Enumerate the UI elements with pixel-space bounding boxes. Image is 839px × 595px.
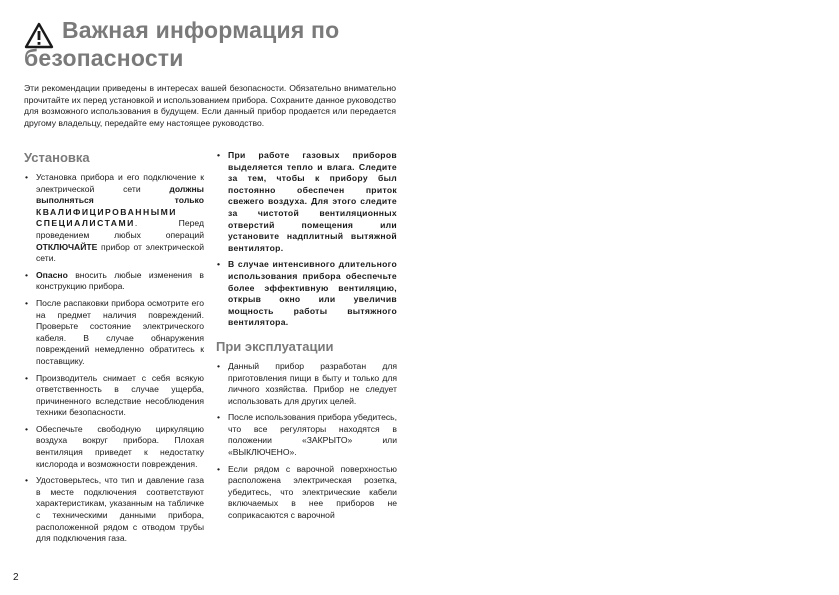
bullet: • (217, 412, 221, 423)
operation-list (216, 361, 397, 522)
item-text-caps: КВАЛИФИЦИРОВАННЫМИ СПЕЦИАЛИСТАМИ (36, 206, 177, 229)
installation-list (24, 172, 204, 545)
section-heading-installation: Установка (24, 150, 90, 165)
item-text: прибор от электрической сети. (36, 241, 204, 264)
title-block (24, 16, 444, 72)
list-item (216, 412, 397, 458)
list-item (24, 373, 204, 419)
page-title (24, 16, 444, 72)
item-text: После распаковки прибора осмотрите его на предмет наличия повреждений. Проверьте состояние электрического кабеля. В случае обнаружения повреждений немедленно обратитесь к поставщику. (36, 297, 204, 366)
item-text-bold: ОТКЛЮЧАЙТЕ (36, 241, 98, 252)
item-text: После использования прибора убедитесь, что все регуляторы находятся в положении «ЗАКРЫТО» или «ВЫКЛЮЧЕНО». (228, 412, 398, 458)
list-item (216, 464, 397, 522)
list-item (24, 172, 204, 265)
item-text-bold: должны выполняться только (36, 183, 204, 206)
bullet: • (25, 423, 29, 434)
item-text-bold: Опасно (36, 269, 68, 280)
list-item (216, 361, 397, 407)
list-item (216, 150, 397, 254)
page-title-line2: безопасности (24, 45, 184, 71)
item-text-bold: При работе газовых приборов выделяется тепло и влага. Следите за тем, чтобы к прибору был постоянно обеспечен приток свежего воздуха. Для этого следите за чистотой вентиляционных отверстий помещения или установите надплитный вытяжной вентилятор. (228, 150, 397, 253)
list-item (24, 270, 204, 293)
item-text: Производитель снимает с себя всякую ответственность в случае ущерба, причиненного вследствие несоблюдения техники безопасности. (36, 372, 204, 418)
bullet: • (25, 372, 29, 383)
right-column (216, 150, 397, 527)
intro-paragraph: Эти рекомендации приведены в интересах вашей безопасности. Обязательно внимательно прочитайте их перед установкой и использованием прибора. Сохраните данное руководство для возможного использования в будущем. Если данный прибор продается или передается другому владельцу, передайте ему настоящее руководство. (24, 83, 396, 128)
list-item (216, 259, 397, 329)
bullet: • (25, 172, 29, 182)
item-text: . Перед проведением любых операций (36, 218, 204, 240)
section-heading-operation: При эксплуатации (216, 338, 334, 354)
item-text: Обеспечьте свободную циркуляцию воздуха вокруг прибора. Плохая вентиляция приведет к недостатку кислорода и возможности повреждения. (36, 423, 204, 469)
bullet: • (25, 475, 29, 486)
bullet: • (217, 150, 221, 160)
item-text: вносить любые изменения в конструкцию прибора. (36, 269, 204, 292)
list-item (24, 475, 204, 545)
item-text-bold: В случае интенсивного длительного использования прибора обеспечьте более эффективную вентиляцию, открыв окно или увеличив мощность работы вытяжного вентилятора. (228, 259, 397, 328)
bullet: • (25, 269, 29, 280)
bullet: • (25, 297, 29, 308)
item-text: Удостоверьтесь, что тип и давление газа в месте подключения соответствуют характеристикам, указанным на табличке с техническими данными прибора, расположенной рядом с отводом трубы для подключения газа. (36, 475, 204, 544)
list-item (24, 298, 204, 368)
bullet: • (217, 259, 221, 270)
item-text: Установка прибора и его подключение к электрической сети (36, 172, 204, 194)
list-item (24, 424, 204, 470)
bullet: • (217, 463, 221, 474)
warning-triangle-icon (24, 22, 54, 49)
bullet: • (217, 360, 221, 371)
page-title-line1: Важная информация по (62, 17, 340, 43)
item-text: Данный прибор разработан для приготовления пищи в быту и только для личного хозяйства. Прибор не следует использовать для других целей. (228, 360, 397, 406)
gas-list (216, 150, 397, 329)
item-text: Если рядом с варочной поверхностью расположена электрическая розетка, убедитесь, что электрические кабели включаемых в нее приборов не соприкасаются с варочной (228, 463, 397, 521)
left-column (24, 150, 204, 550)
page-number: 2 (13, 572, 19, 583)
